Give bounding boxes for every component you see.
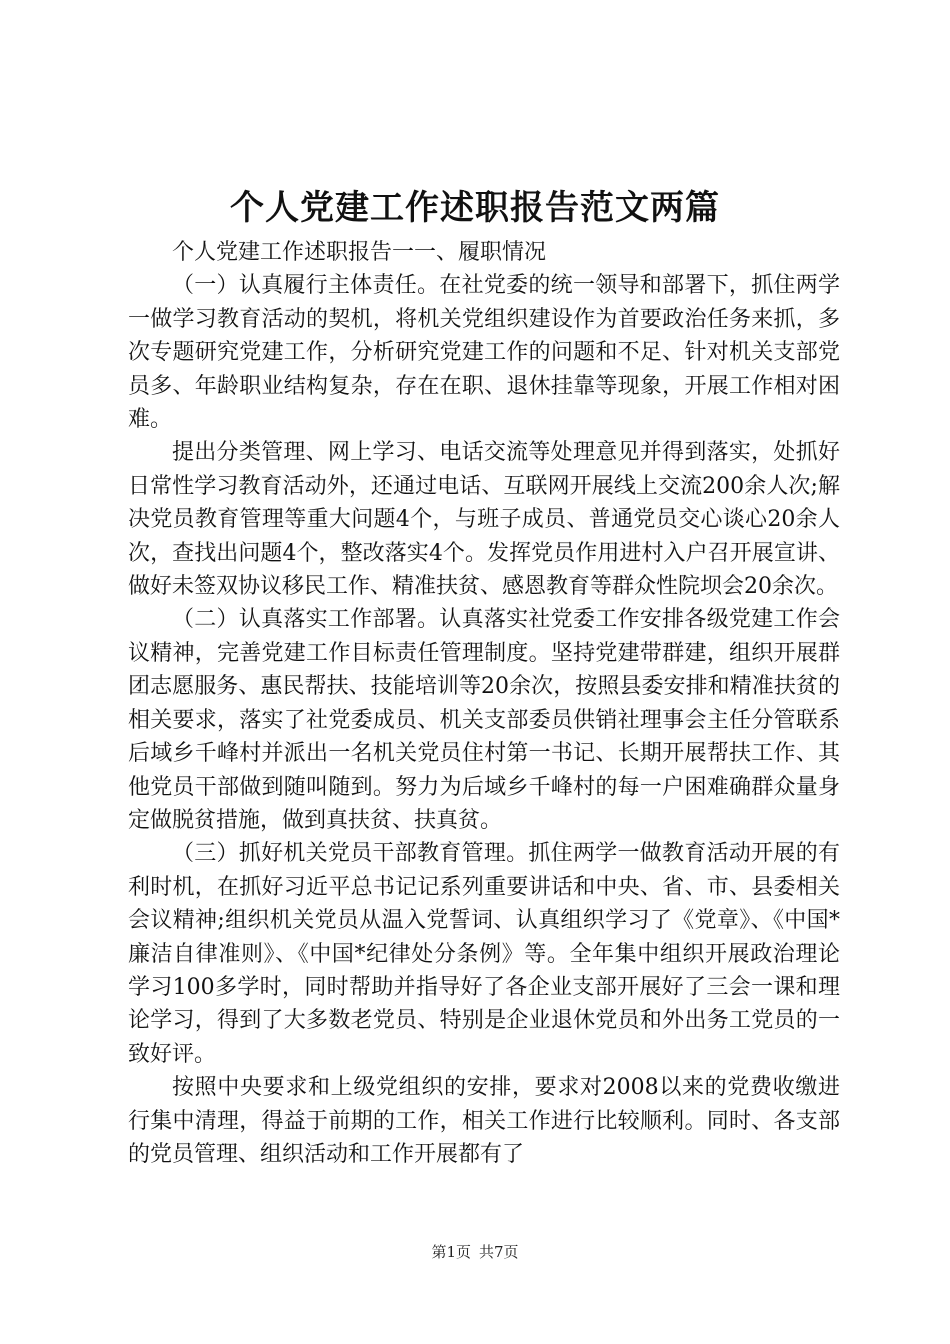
page-number: 第1页	[431, 1243, 471, 1261]
paragraph: （二）认真落实工作部署。认真落实社党委工作安排各级党建工作会议精神，完善党建工作目标责任管理制度。坚持党建带群建，组织开展群团志愿服务、惠民帮扶、技能培训等20余次，按照县委安排和精准扶贫的相关要求，落实了社党委成员、机关支部委员供销社理事会主任分管联系后域乡千峰村并派出一名机关党员住村第一书记、长期开展帮扶工作、其他党员干部做到随叫随到。努力为后域乡千峰村的每一户困难确群众量身定做脱贫措施，做到真扶贫、扶真贫。	[128, 607, 840, 833]
document-title: 个人党建工作述职报告范文两篇	[230, 188, 720, 228]
page-footer	[0, 1241, 950, 1263]
paragraph: （一）认真履行主体责任。在社党委的统一领导和部署下，抓住两学一做学习教育活动的契机，将机关党组织建设作为首要政治任务来抓，多次专题研究党建工作，分析研究党建工作的问题和不足、针对机关支部党员多、年龄职业结构复杂，存在在职、退休挂靠等现象，开展工作相对困难。	[128, 273, 840, 433]
paragraph: （三）抓好机关党员干部教育管理。抓住两学一做教育活动开展的有利时机，在抓好习近平总书记记系列重要讲话和中央、省、市、县委相关会议精神;组织机关党员从温入党誓词、认真组织学习了《党章》、《中国*廉洁自律准则》、《中国*纪律处分条例》等。全年集中组织开展政治理论学习100多学时，同时帮助并指导好了各企业支部开展好了三会一课和理论学习，得到了大多数老党员、特别是企业退休党员和外出务工党员的一致好评。	[128, 841, 840, 1067]
paragraph: 按照中央要求和上级党组织的安排，要求对2008以来的党费收缴进行集中清理，得益于前期的工作，相关工作进行比较顺利。同时、各支部的党员管理、组织活动和工作开展都有了	[128, 1075, 840, 1167]
page-total: 共7页	[479, 1243, 519, 1261]
document-body	[128, 236, 840, 1171]
paragraph: 提出分类管理、网上学习、电话交流等处理意见并得到落实，处抓好日常性学习教育活动外，还通过电话、互联网开展线上交流200余人次;解决党员教育管理等重大问题4个，与班子成员、普通党员交心谈心20余人次，查找出问题4个，整改落实4个。发挥党员作用进村入户召开展宣讲、做好未签双协议移民工作、精准扶贫、感恩教育等群众性院坝会20余次。	[128, 440, 840, 600]
paragraph: 个人党建工作述职报告一一、履职情况	[172, 240, 547, 265]
